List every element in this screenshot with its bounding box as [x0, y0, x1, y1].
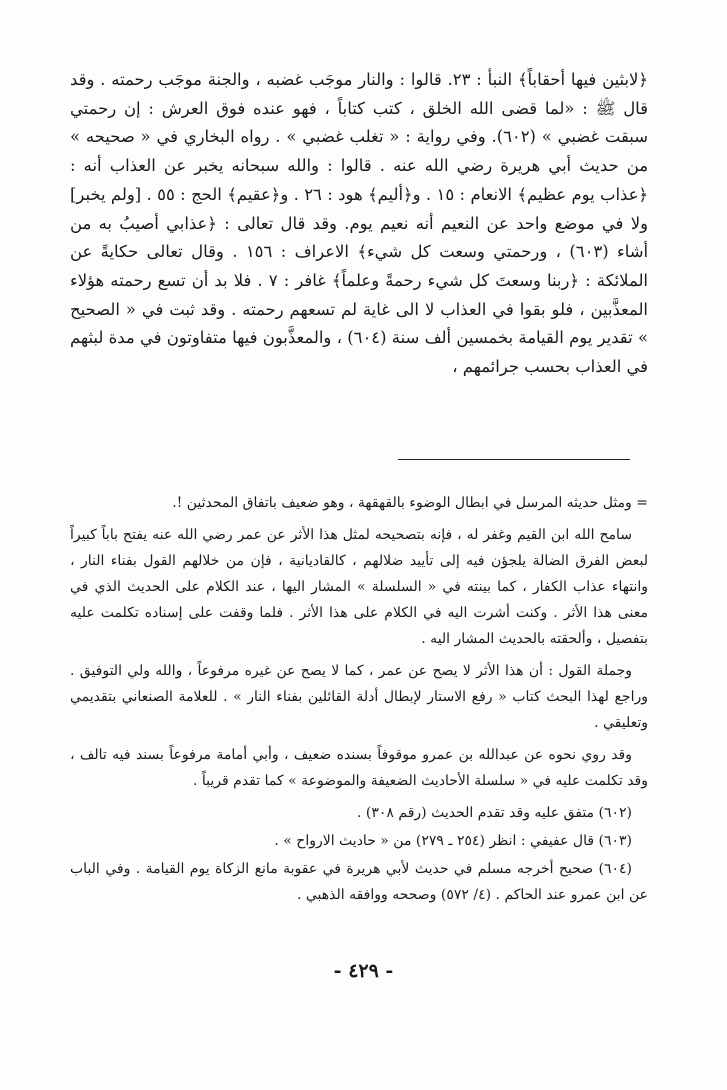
- footnote-604: (٦٠٤) صحيح أخرجه مسلم في حديث لأبي هريرة في عقوبة مانع الزكاة يوم القيامة . وفي الباب عن ابن عمرو عند الحاكم . (٤/ ٥٧٢) وصححه ووافقه الذهبي .: [70, 861, 648, 903]
- footnote-603: (٦٠٣) قال عفيفي : انظر (٢٥٤ ـ ٢٧٩) من « حاديث الارواح » .: [274, 833, 632, 849]
- page-number: - ٤٢٩ -: [333, 960, 394, 982]
- note-paragraph: وجملة القول : أن هذا الأثر لا يصح عن عمر ، كما لا يصح عن غيره مرفوعاً ، والله ولي التوفيق . وراجع لهذا البحث كتاب « رفع الاستار لإبطال أدلة القائلين بفناء النار » . للعلامة الصنعاني بتقديمي وتعليقي .: [70, 663, 648, 731]
- note-paragraph: سامح الله ابن القيم وغفر له ، فإنه بتصحيحه لمثل هذا الأثر عن عمر رضي الله عنه يفتح باباً كبيراً لبعض الفرق الضالة يلجؤن فيه إلى تأييد ضلالهم ، كالقاديانية ، فإن من خلالهم القول بفناء النار ، وانتهاء عذاب الكفار ، كما بينته في « السلسلة » المشار اليها ، عند الكلام على الحديث الذي في معنى هذا الأثر . وكنت أشرت اليه في الكلام على هذا الأثر . فلما وقفت على إسناده تكلمت عليه بتفصيل ، وألحقته بالحديث المشار اليه .: [70, 527, 648, 647]
- main-paragraph: ﴿لابثين فيها أحقاباً﴾ النبأ : ٢٣. قالوا : والنار موجَب غضبه ، والجنة موجَب رحمته . وقد قال ﷺ : «لما قضى الله الخلق ، كتب كتاباً ، فهو عنده فوق العرش : إن رحمتي سبقت غضبي » (٦٠٢). وفي رواية : « تغلب غضبي » . رواه البخاري في « صحيحه » من حديث أبي هريرة رضي الله عنه . قالوا : والله سبحانه يخبر عن العذاب أنه : ﴿عذاب يوم عظيم﴾ الانعام : ١٥ . و﴿أليم﴾ هود : ٢٦ . و﴿عقيم﴾ الحج : ٥٥ . [ولم يخبر] ولا في موضع واحد عن النعيم أنه نعيم يوم. وقد قال تعالى : ﴿عذابي أصيبُ به من أشاء (٦٠٣) ، ورحمتي وسعت كل شيء﴾ الاعراف : ١٥٦ . وقال تعالى حكايةً عن الملائكة : ﴿ربنا وسعتَ كل شيء رحمةً وعلماً﴾ غافر : ٧ . فلا بد أن تسع رحمته هؤلاء المعذَّبين ، فلو بقوا في العذاب لا الى غاية لم تسعهم رحمته . وقد ثبت في « الصحيح » تقدير يوم القيامة بخمسين ألف سنة (٦٠٤) ، والمعذَّبون فيها متفاوتون في مدة لبثهم في العذاب بحسب جرائمهم ،: [70, 70, 649, 377]
- note-paragraph: وقد روي نحوه عن عبدالله بن عمرو موقوفاً بسنده ضعيف ، وأبي أمامة مرفوعاً بسند فيه تالف ، وقد تكلمت عليه في « سلسلة الأحاديث الضعيفة والموضوعة » كما تقدم قريباً .: [70, 747, 648, 789]
- note-continuation: = ومثل حديثه المرسل في ابطال الوضوء بالقهقهة ، وهو ضعيف باتفاق المحدثين !.: [172, 495, 648, 511]
- footnote-602: (٦٠٢) متفق عليه وقد تقدم الحديث (رقم ٣٠٨) .: [357, 805, 632, 821]
- footnote-separator: [398, 459, 630, 460]
- main-text: [70, 66, 648, 382]
- footnotes-section: [70, 490, 648, 910]
